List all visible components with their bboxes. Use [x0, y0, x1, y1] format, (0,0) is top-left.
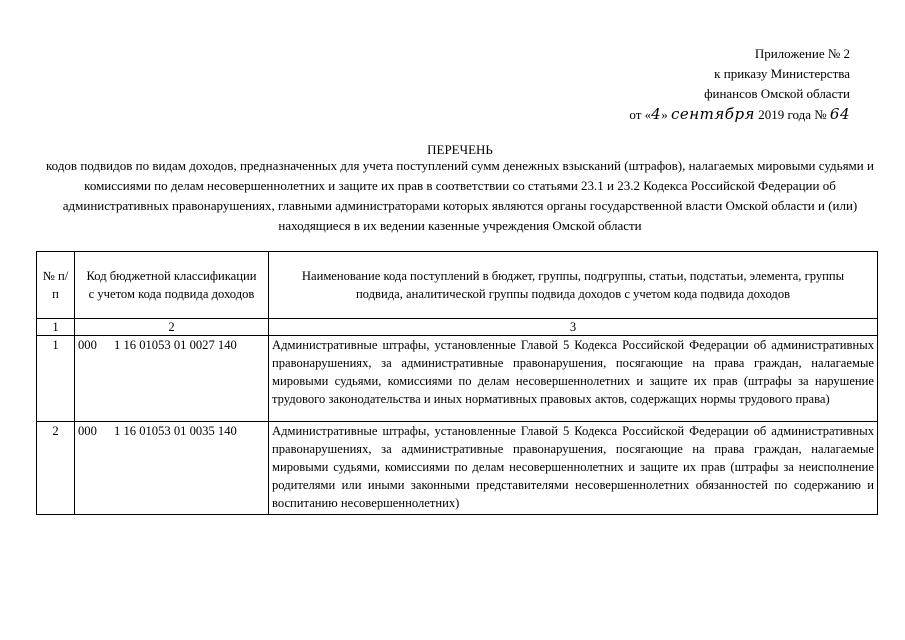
- table-row: [37, 336, 878, 422]
- appendix-line-1: Приложение № 2: [754, 46, 850, 61]
- admin-code: 000: [78, 424, 97, 438]
- appendix-block: [629, 44, 850, 125]
- column-numbers-row: [37, 319, 878, 336]
- kbk-code: 1 16 01053 01 0035 140: [114, 424, 237, 438]
- document-description: кодов подвидов по видам доходов, предназначенных для учета поступлений сумм денежных взысканий (штрафов), налагаемых мировыми судьями и комиссиями по делам несовершеннолетних и защите их прав в соответствии со статьями 23.1 и 23.2 Кодекса Российской Федерации об административных правонарушениях, главными администраторами которых являются органы государственной власти Омской области и (или) находящиеся в их ведении казенные учреждения Омской области: [46, 158, 874, 233]
- appendix-line-3: финансов Омской области: [704, 86, 850, 101]
- appendix-line-2: к приказу Министерства: [714, 66, 850, 81]
- column-number: 2: [75, 319, 269, 336]
- document-title: ПЕРЕЧЕНЬ: [427, 142, 493, 157]
- table-row: [37, 422, 878, 515]
- date-prefix: от «: [629, 107, 652, 122]
- handwritten-month: сентября: [670, 105, 755, 123]
- row-name: Административные штрафы, установленные Главой 5 Кодекса Российской Федерации об административных правонарушениях, за административные правонарушения, посягающие на права граждан, налагаемые мировыми судьями, комиссиями по делам несовершеннолетних и защите их прав (штрафы за нарушение трудового законодательства и иных нормативных правовых актов, содержащих нормы трудового права): [269, 336, 878, 422]
- column-number: 1: [37, 319, 75, 336]
- row-code: [75, 336, 269, 422]
- date-quote-close: »: [661, 107, 668, 122]
- handwritten-order-number: 64: [829, 105, 850, 123]
- row-number: 1: [37, 336, 75, 422]
- row-code: [75, 422, 269, 515]
- codes-table: [36, 251, 878, 515]
- date-year: 2019 года №: [758, 107, 827, 122]
- handwritten-day: 4: [651, 105, 662, 123]
- admin-code: 000: [78, 338, 97, 352]
- header-name: Наименование кода поступлений в бюджет, группы, подгруппы, статьи, подстатьи, элемента, группы подвида, аналитической группы подвида доходов с учетом кода подвида доходов: [269, 252, 878, 319]
- header-code: Код бюджетной классификации с учетом кода подвида доходов: [75, 252, 269, 319]
- row-number: 2: [37, 422, 75, 515]
- row-name: Административные штрафы, установленные Главой 5 Кодекса Российской Федерации об административных правонарушениях, за административные правонарушения, посягающие на права граждан, налагаемые мировыми судьями, комиссиями по делам несовершеннолетних и защите их прав (штрафы за неисполнение родителями или иными законными представителями несовершеннолетних обязанностей по содержанию и воспитанию несовершеннолетних): [269, 422, 878, 515]
- column-number: 3: [269, 319, 878, 336]
- header-num: № п/п: [37, 252, 75, 319]
- table-header-row: [37, 252, 878, 319]
- appendix-date-line: [629, 104, 850, 125]
- kbk-code: 1 16 01053 01 0027 140: [114, 338, 237, 352]
